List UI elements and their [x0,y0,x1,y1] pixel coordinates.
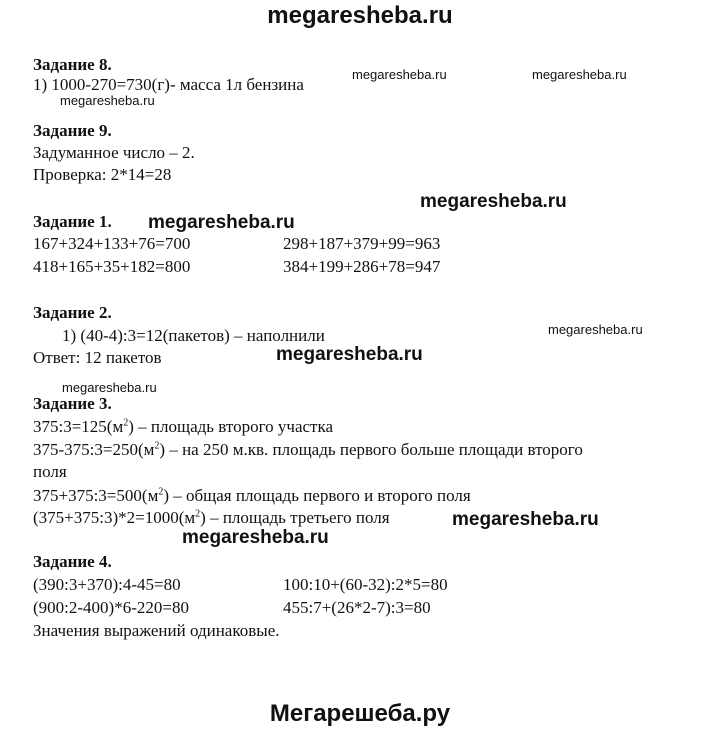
task3-title: Задание 3. [33,394,112,413]
task4-conclusion: Значения выражений одинаковые. [33,621,280,640]
task1-title: Задание 1. [33,212,112,231]
task3-line2-cont: поля [33,462,67,481]
watermark: megaresheba.ru [62,380,157,395]
task4-left-0: (390:3+370):4-45=80 [33,575,181,594]
watermark: megaresheba.ru [548,322,643,337]
task1-left-0: 167+324+133+76=700 [33,234,191,253]
task2-title: Задание 2. [33,303,112,322]
watermark: megaresheba.ru [452,509,599,530]
watermark: megaresheba.ru [352,67,447,82]
task1-right-1: 384+199+286+78=947 [283,257,441,276]
watermark: megaresheba.ru [60,93,155,108]
task3-line2: $375-375:3=250(м^2)$ – на 250 м.кв. площадь первого больше площади второго [33,440,583,459]
task4-title: Задание 4. [33,552,112,571]
task1-left-1: 418+165+35+182=800 [33,257,191,276]
site-header: megaresheba.ru [267,2,453,29]
task4-left-1: (900:2-400)*6-220=80 [33,598,189,617]
watermark: megaresheba.ru [420,191,567,212]
task9-title: Задание 9. [33,121,112,140]
task8-line1: 1) 1000-270=730(г)- масса 1л бензина [33,75,304,94]
task9-line1: Задуманное число – 2. [33,143,195,162]
watermark: megaresheba.ru [182,527,329,548]
task4-right-1: 455:7+(26*2-7):3=80 [283,598,431,617]
watermark: megaresheba.ru [276,344,423,365]
task9-line2: Проверка: 2*14=28 [33,165,172,184]
task3-line3: $375+375:3=500(м^2)$ – общая площадь первого и второго поля [33,486,471,505]
watermark: megaresheba.ru [148,212,295,233]
task2-line1: 1) (40-4):3=12(пакетов) – наполнили [62,326,325,345]
task2-answer: Ответ: 12 пакетов [33,348,162,367]
watermark: megaresheba.ru [532,67,627,82]
task8-title: Задание 8. [33,55,112,74]
task1-right-0: 298+187+379+99=963 [283,234,441,253]
site-footer: Мегарешеба.ру [269,700,451,727]
task4-right-0: 100:10+(60-32):2*5=80 [283,575,448,594]
task3-line1: $375:3=125(м^2)$ – площадь второго участка [33,417,334,436]
task3-line4: $(375+375:3)*2=1000(м^2)$ – площадь третьего поля [33,508,390,527]
